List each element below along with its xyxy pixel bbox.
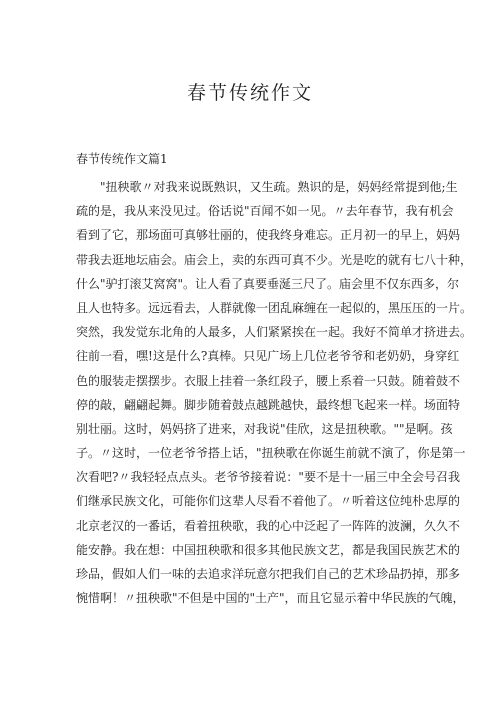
body-line: 色的服装走摆摆步。衣服上挂着一条红段子，腰上系着一只鼓。随着鼓不 bbox=[76, 373, 461, 388]
body-line: 子。〃这时，一位老爷爷搭上话，"扭秧歌在你诞生前就不演了，你是第一 bbox=[76, 446, 466, 461]
document-title: 春节传统作文 bbox=[186, 82, 313, 104]
body-line: 且人也特多。远远看去，人群就像一团乱麻缠在一起似的，黑压压的一片。 bbox=[76, 300, 473, 315]
body-line: 北京老汉的一番话，看着扭秧歌，我的心中泛起了一阵阵的波澜，久久不 bbox=[76, 518, 461, 533]
body-line: 突然，我发觉东北角的人最多，人们紧紧挨在一起。我好不简单才挤进去。 bbox=[76, 325, 473, 340]
body-line: 次看吧?〃我轻轻点点头。老爷爷接着说："要不是十一届三中全会号召我 bbox=[76, 470, 460, 485]
section-heading: 春节传统作文篇1 bbox=[76, 152, 168, 166]
body-line: 带我去逛地坛庙会。庙会上，卖的东西可真不少。光是吃的就有七八十种， bbox=[76, 252, 473, 267]
essay-body bbox=[76, 175, 473, 610]
body-line: 珍品，假如人们一味的去追求洋玩意尔把我们自己的艺术珍品扔掉，那多 bbox=[76, 567, 461, 581]
body-line: 什么"驴打滚艾窝窝"。让人看了真要垂涎三尺了。庙会里不仅东西多，尔 bbox=[76, 276, 460, 291]
body-line: 往前一看，嘿!这是什么?真棒。只见广场上几位老爷爷和老奶奶，身穿红 bbox=[76, 349, 460, 364]
body-line: 停的敲，翩翩起舞。脚步随着鼓点越跳越快，最终想飞起来一样。场面特 bbox=[76, 397, 461, 412]
body-line: 能安静。我在想：中国扭秧歌和很多其他民族文艺，都是我国民族艺术的 bbox=[76, 542, 461, 557]
body-line: 疏的是，我从来没见过。俗话说"百闻不如一见。〃去年春节，我有机会 bbox=[76, 204, 454, 219]
body-line: 惋惜啊！〃扭秧歌"不但是中国的"土产"，而且它显示着中华民族的气魄， bbox=[76, 591, 465, 606]
body-line: 们继承民族文化，可能你们这辈人尽看不着他了。〃听着这位纯朴忠厚的 bbox=[76, 494, 461, 509]
body-line: "扭秧歌〃对我来说既熟识，又生疏。熟识的是，妈妈经常提到他;生 bbox=[100, 180, 458, 194]
body-line: 看到了它，那场面可真够壮丽的，使我终身难忘。正月初一的早上，妈妈 bbox=[76, 228, 461, 243]
body-line: 别壮丽。这时，妈妈挤了进来，对我说"佳欣，这是扭秧歌。""是啊。孩 bbox=[76, 421, 453, 436]
